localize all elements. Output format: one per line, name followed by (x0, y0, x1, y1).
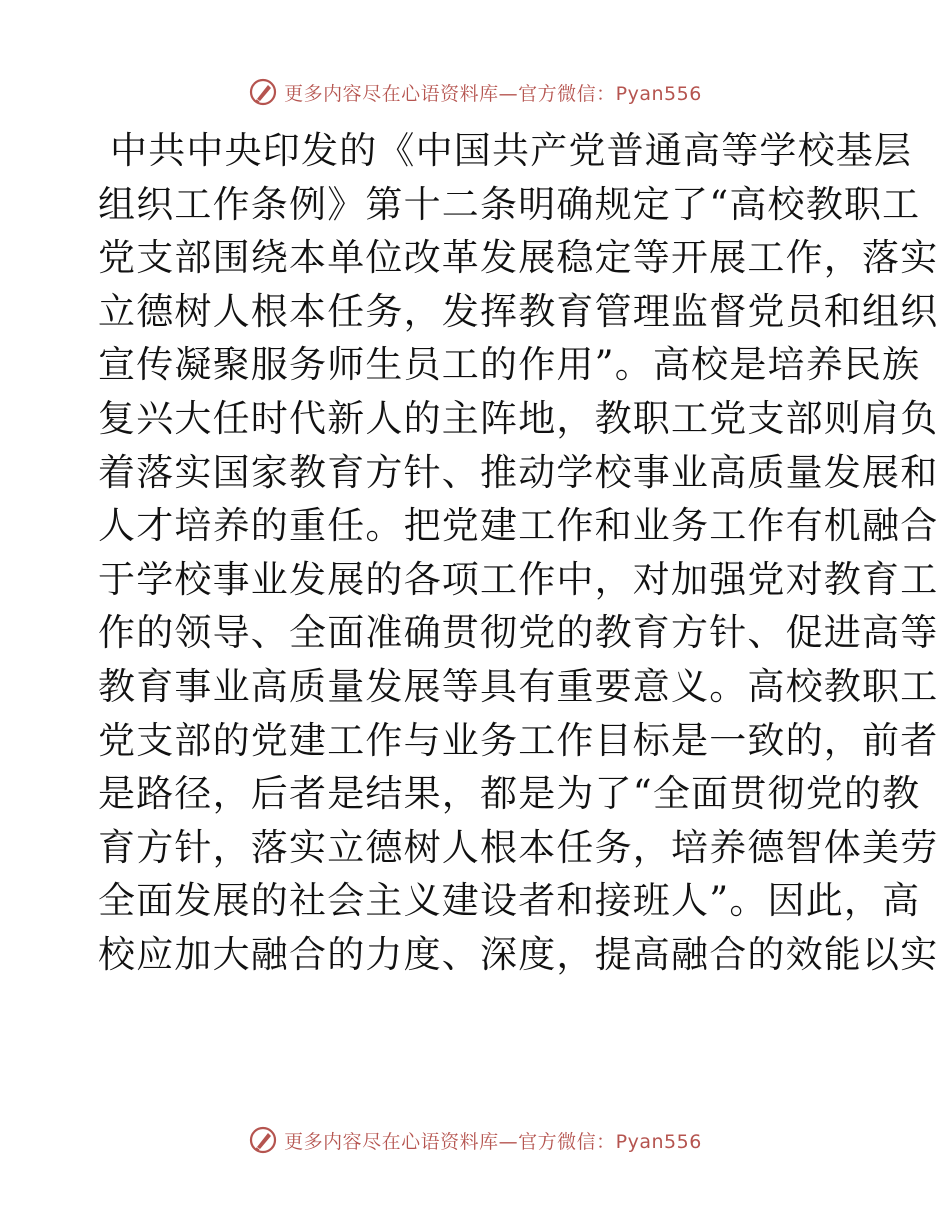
paragraph-line: 人才培养的重任。把党建工作和业务工作有机融合 (98, 504, 939, 548)
quill-logo-icon (248, 77, 278, 107)
paragraph-line: 于学校事业发展的各项工作中，对加强党对教育工 (98, 557, 939, 601)
header-banner-text: 更多内容尽在心语资料库—官方微信：Pyan556 (284, 82, 702, 105)
paragraph-line: 宣传凝聚服务师生员工的作用”。高校是培养民族 (98, 343, 921, 387)
paragraph-line: 校应加大融合的力度、深度，提高融合的效能以实 (98, 932, 939, 976)
footer-banner-text: 更多内容尽在心语资料库—官方微信：Pyan556 (284, 1130, 702, 1153)
paragraph-line: 组织工作条例》第十二条明确规定了“高校教职工 (98, 182, 921, 226)
paragraph-line: 着落实国家教育方针、推动学校事业高质量发展和 (98, 450, 939, 494)
header-banner (0, 72, 950, 112)
quill-logo-icon (248, 1125, 278, 1155)
document-paragraph (98, 124, 939, 982)
paragraph-line: 教育事业高质量发展等具有重要意义。高校教职工 (98, 664, 939, 708)
paragraph-line: 中共中央印发的《中国共产党普通高等学校基层 (110, 129, 913, 172)
paragraph-line: 党支部的党建工作与业务工作目标是一致的，前者 (98, 718, 939, 762)
paragraph-line: 复兴大任时代新人的主阵地，教职工党支部则肩负 (98, 396, 939, 440)
paragraph-line: 是路径，后者是结果，都是为了“全面贯彻党的教 (98, 772, 921, 816)
paragraph-line: 作的领导、全面准确贯彻党的教育方针、促进高等 (98, 611, 939, 655)
paragraph-line: 立德树人根本任务，发挥教育管理监督党员和组织 (98, 289, 939, 333)
footer-banner (0, 1120, 950, 1160)
paragraph-line: 党支部围绕本单位改革发展稳定等开展工作，落实 (98, 236, 939, 280)
paragraph-line: 全面发展的社会主义建设者和接班人”。因此，高 (98, 879, 921, 923)
paragraph-line: 育方针，落实立德树人根本任务，培养德智体美劳 (98, 825, 939, 869)
